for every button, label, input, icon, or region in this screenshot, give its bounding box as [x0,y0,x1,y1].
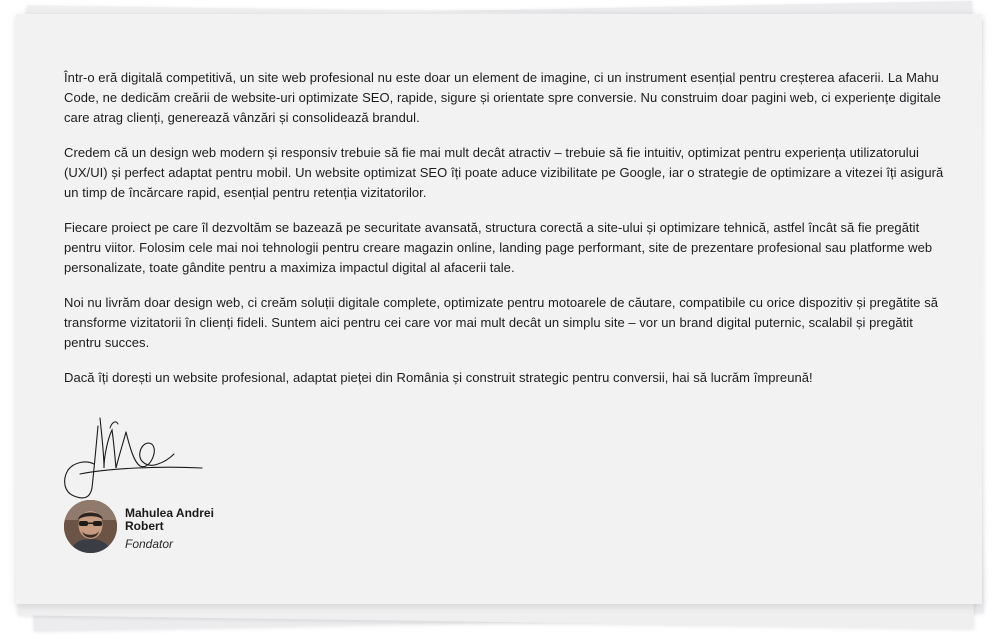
letter-paragraph: Credem că un design web modern și responsiv trebuie să fie mai mult decât atractiv – trebuie să fie intuitiv, optimizat pentru experiența utilizatorului (UX/UI) și perfect adaptat pentru mobil. Un website optimizat SEO îți poate aduce vizibilitate pe Google, iar o strategie de optimizare a vitezei îți asigură un timp de încărcare rapid, esențial pentru retenția vizitatorilor. [64,145,944,200]
letter-body [64,68,944,403]
author-name: Mahulea Andrei Robert [125,506,214,533]
avatar [64,500,117,553]
letter-paragraph: Dacă îți dorești un website profesional, adaptat pieței din România și construit strategic pentru conversii, hai să lucrăm împreună! [64,370,813,385]
letter-paragraph: Fiecare proiect pe care îl dezvoltăm se bazează pe securitate avansată, structura corectă a site-ului și optimizare tehnică, astfel încât să fie pregătit pentru viitor. Folosim cele mai noi tehnologii pentru creare magazin online, landing page performant, site de prezentare profesional sau platforme web personalizate, toate gândite pentru a maximiza impactul digital al afacerii tale. [64,220,933,275]
author-info [125,507,235,551]
author-block [64,500,235,560]
person-photo-icon [64,500,117,553]
letter-paragraph: Într-o eră digitală competitivă, un site web profesional nu este doar un element de imagine, ci un instrument esențial pentru creșterea afacerii. La Mahu Code, ne dedicăm creării de website-uri optimizate SEO, rapide, sigure și orientate spre conversie. Nu construim doar pagini web, ci experiențe digitale care atrag clienți, generează vânzări și consolidează brandul. [64,70,941,125]
letter-paragraph: Noi nu livrăm doar design web, ci creăm soluții digitale complete, optimizate pentru motoarele de căutare, compatibile cu orice dispozitiv și pregătite să transforme vizitatorii în clienți fideli. Suntem aici pentru cei care vor mai mult decât un simplu site – vor un brand digital puternic, scalabil și pregătit pentru succes. [64,295,939,350]
signature-icon [60,408,210,506]
author-role: Fondator [125,537,174,551]
